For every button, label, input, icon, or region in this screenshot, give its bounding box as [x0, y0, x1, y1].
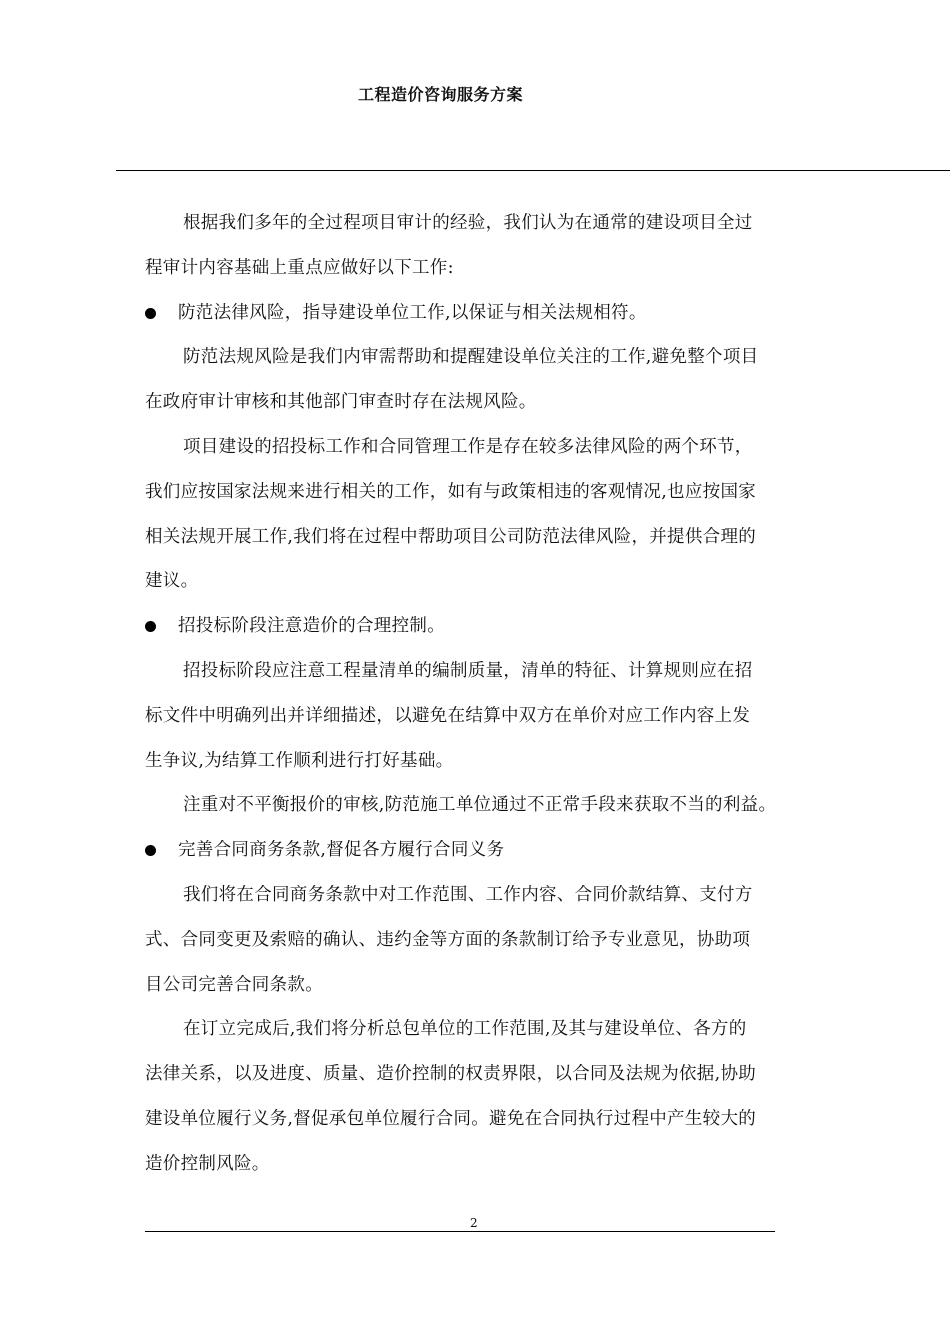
footer-divider — [145, 1231, 775, 1232]
paragraph-line: 建议。 — [145, 571, 199, 592]
bullet-item — [145, 291, 835, 336]
bullet-icon — [145, 621, 156, 632]
paragraph-line: 项目建设的招投标工作和合同管理工作是存在较多法律风险的两个环节， — [183, 436, 753, 457]
paragraph-line: 在订立完成后,我们将分析总包单位的工作范围,及其与建设单位、各方的 — [183, 1019, 747, 1040]
page-number: 2 — [470, 1216, 478, 1230]
paragraph-line: 式、合同变更及索赔的确认、违约金等方面的条款制订给予专业意见，协助项 — [145, 929, 751, 950]
paragraph-line: 法律关系，以及进度、质量、造价控制的权责界限，以合同及法规为依据,协助 — [145, 1064, 757, 1085]
paragraph-line: 我们应按国家法规来进行相关的工作，如有与政策相违的客观情况,也应按国家 — [145, 481, 757, 502]
bullet-text: 完善合同商务条款,督促各方履行合同义务 — [178, 840, 505, 861]
bullet-icon — [145, 845, 156, 856]
bullet-text: 招投标阶段注意造价的合理控制。 — [178, 616, 445, 637]
header-divider — [116, 170, 950, 171]
bullet-icon — [145, 308, 156, 319]
paragraph-line: 招投标阶段应注意工程量清单的编制质量，清单的特征、计算规则应在招 — [183, 660, 753, 681]
paragraph-line: 相关法规开展工作,我们将在过程中帮助项目公司防范法律风险，并提供合理的 — [145, 526, 757, 547]
paragraph-line: 我们将在合同商务条款中对工作范围、工作内容、合同价款结算、支付方 — [183, 884, 753, 905]
paragraph-line: 根据我们多年的全过程项目审计的经验，我们认为在通常的建设项目全过 — [183, 213, 753, 233]
paragraph-line: 在政府审计审核和其他部门审查时存在法规风险。 — [145, 392, 537, 413]
paragraph-line: 建设单位履行义务,督促承包单位履行合同。避免在合同执行过程中产生较大的 — [145, 1108, 757, 1129]
paragraph-line: 标文件中明确列出并详细描述，以避免在结算中双方在单价对应工作内容上发 — [145, 705, 751, 726]
bullet-item — [145, 604, 835, 649]
document-body — [145, 201, 835, 1187]
header-title: 工程造价咨询服务方案 — [358, 85, 524, 104]
paragraph-line: 程审计内容基础上重点应做好以下工作: — [145, 257, 454, 278]
bullet-item — [145, 828, 835, 873]
bullet-text: 防范法律风险，指导建设单位工作,以保证与相关法规相符。 — [178, 302, 647, 323]
paragraph-line: 造价控制风险。 — [145, 1153, 270, 1174]
paragraph-line: 注重对不平衡报价的审核,防范施工单位通过不正常手段来获取不当的利益。 — [183, 795, 777, 816]
paragraph-line: 目公司完善合同条款。 — [145, 974, 323, 995]
paragraph-line: 防范法规风险是我们内审需帮助和提醒建设单位关注的工作,避免整个项目 — [183, 347, 759, 368]
paragraph-line: 生争议,为结算工作顺利进行打好基础。 — [145, 750, 454, 771]
